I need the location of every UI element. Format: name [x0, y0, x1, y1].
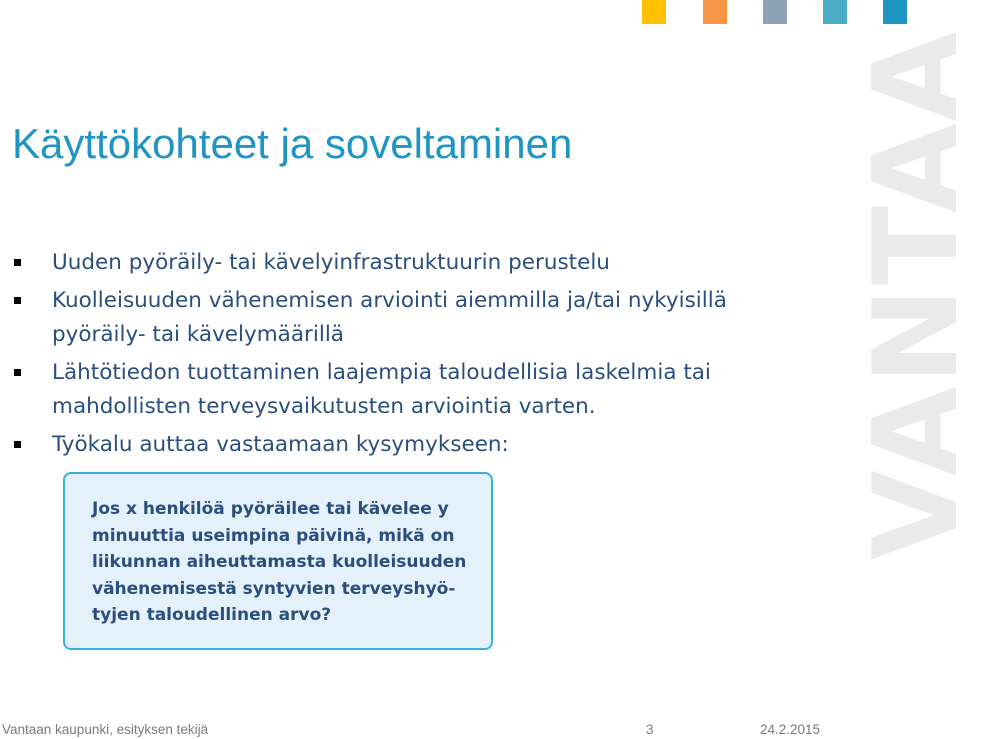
bullet-list — [14, 246, 824, 466]
brand-square-yellow — [642, 0, 666, 24]
bullet-item — [14, 356, 824, 424]
brand-square-orange — [703, 0, 727, 24]
question-line: tyjen taloudellinen arvo? — [92, 605, 332, 625]
square-bullet-icon — [14, 297, 21, 304]
bullet-item — [14, 428, 824, 462]
slide-title: Käyttökohteet ja soveltaminen — [12, 120, 573, 167]
bullet-text: Työkalu auttaa vastaamaan kysymykseen: — [52, 432, 509, 457]
question-line: vähenemisestä syntyvien terveyshyö- — [92, 578, 456, 599]
square-bullet-icon — [14, 369, 21, 376]
bullet-item — [14, 284, 824, 352]
vantaa-watermark-text: VANTAA — [849, 29, 984, 560]
bullet-text: Kuolleisuuden vähenemisen arviointi aiemmilla ja/tai nykyisillä — [52, 288, 727, 313]
question-box — [63, 472, 493, 650]
slide-footer — [0, 718, 960, 739]
footer-organization: Vantaan kaupunki, esityksen tekijä — [2, 722, 209, 737]
brand-color-squares — [0, 0, 960, 24]
square-bullet-icon — [14, 441, 21, 448]
brand-square-grey — [763, 0, 787, 24]
question-line: minuuttia useimpina päivinä, mikä on — [92, 525, 455, 546]
bullet-text: Uuden pyöräily- tai kävelyinfrastruktuurin perustelu — [52, 250, 610, 275]
footer-page-number: 3 — [646, 722, 654, 737]
bullet-text-continued: pyöräily- tai kävelymäärillä — [52, 322, 344, 347]
square-bullet-icon — [14, 259, 21, 266]
bullet-text-continued: mahdollisten terveysvaikutusten arviointia varten. — [52, 394, 596, 419]
brand-square-blue — [883, 0, 907, 24]
question-line: liikunnan aiheuttamasta kuolleisuuden — [92, 552, 467, 572]
bullet-text: Lähtötiedon tuottaminen laajempia taloudellisia laskelmia tai — [52, 360, 711, 385]
brand-square-teal — [823, 0, 847, 24]
question-line: Jos x henkilöä pyöräilee tai kävelee y — [92, 499, 449, 519]
vantaa-watermark — [849, 29, 984, 560]
footer-date: 24.2.2015 — [760, 722, 821, 737]
bullet-item — [14, 246, 824, 280]
